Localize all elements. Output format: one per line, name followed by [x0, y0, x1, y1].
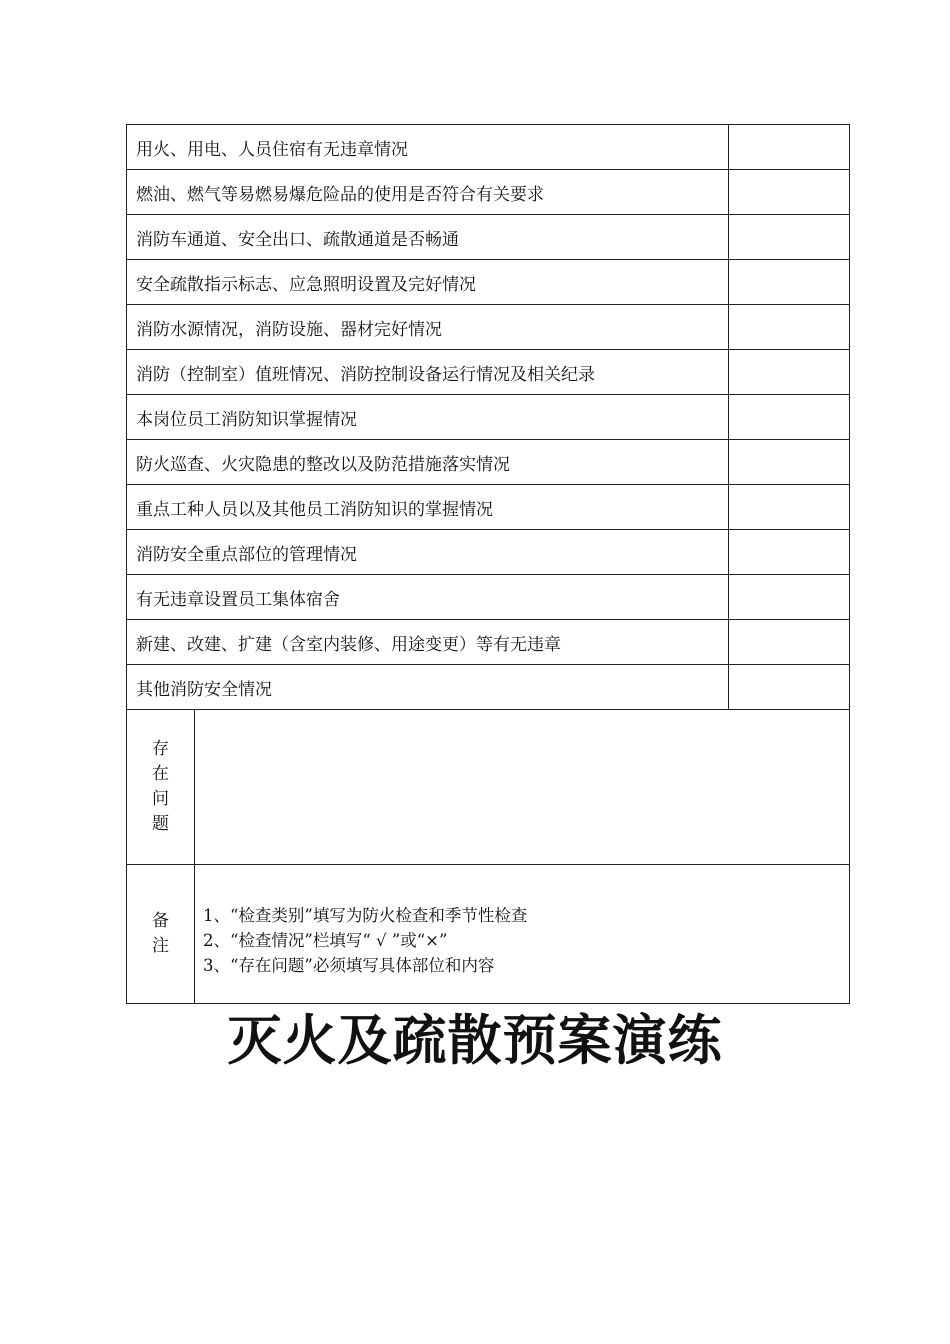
check-status-cell[interactable]	[729, 215, 850, 260]
checklist-row	[127, 215, 850, 260]
checklist-row	[127, 305, 850, 350]
checklist-item: 消防水源情况，消防设施、器材完好情况	[127, 305, 729, 350]
checklist-item: 本岗位员工消防知识掌握情况	[127, 395, 729, 440]
issues-label: 存 在 问 题	[127, 710, 195, 865]
checklist-row	[127, 665, 850, 710]
check-status-cell[interactable]	[729, 350, 850, 395]
checklist-row	[127, 125, 850, 170]
checklist-item: 安全疏散指示标志、应急照明设置及完好情况	[127, 260, 729, 305]
checklist-item: 用火、用电、人员住宿有无违章情况	[127, 125, 729, 170]
issues-content-cell[interactable]	[195, 710, 850, 865]
check-status-cell[interactable]	[729, 125, 850, 170]
issues-row	[127, 710, 850, 865]
checklist-row	[127, 485, 850, 530]
checklist-row	[127, 350, 850, 395]
checklist-row	[127, 170, 850, 215]
checklist-item: 消防（控制室）值班情况、消防控制设备运行情况及相关纪录	[127, 350, 729, 395]
checklist-row	[127, 530, 850, 575]
check-status-cell[interactable]	[729, 170, 850, 215]
check-status-cell[interactable]	[729, 395, 850, 440]
checklist-item: 消防安全重点部位的管理情况	[127, 530, 729, 575]
remarks-content	[195, 865, 850, 1004]
remarks-label: 备 注	[127, 865, 195, 1004]
checklist-item: 重点工种人员以及其他员工消防知识的掌握情况	[127, 485, 729, 530]
check-status-cell[interactable]	[729, 530, 850, 575]
checklist-row	[127, 260, 850, 305]
checklist-item: 新建、改建、扩建（含室内装修、用途变更）等有无违章	[127, 620, 729, 665]
check-status-cell[interactable]	[729, 440, 850, 485]
check-status-cell[interactable]	[729, 620, 850, 665]
checklist-item: 有无违章设置员工集体宿舍	[127, 575, 729, 620]
check-status-cell[interactable]	[729, 485, 850, 530]
checklist-item: 消防车通道、安全出口、疏散通道是否畅通	[127, 215, 729, 260]
page-title: 灭火及疏散预案演练	[227, 1009, 723, 1072]
remark-line: 2、“检查情况”栏填写“ √ ”或“×”	[203, 930, 448, 950]
checklist-item: 其他消防安全情况	[127, 665, 729, 710]
check-status-cell[interactable]	[729, 575, 850, 620]
fire-safety-checklist-table	[126, 124, 850, 1004]
check-status-cell[interactable]	[729, 260, 850, 305]
checklist-row	[127, 575, 850, 620]
remark-line: 1、“检查类别”填写为防火检查和季节性检查	[203, 905, 528, 925]
check-status-cell[interactable]	[729, 665, 850, 710]
checklist-row	[127, 620, 850, 665]
remarks-row	[127, 865, 850, 1004]
check-status-cell[interactable]	[729, 305, 850, 350]
checklist-row	[127, 440, 850, 485]
remark-line: 3、“存在问题”必须填写具体部位和内容	[203, 955, 495, 975]
checklist-item: 燃油、燃气等易燃易爆危险品的使用是否符合有关要求	[127, 170, 729, 215]
checklist-row	[127, 395, 850, 440]
checklist-item: 防火巡查、火灾隐患的整改以及防范措施落实情况	[127, 440, 729, 485]
